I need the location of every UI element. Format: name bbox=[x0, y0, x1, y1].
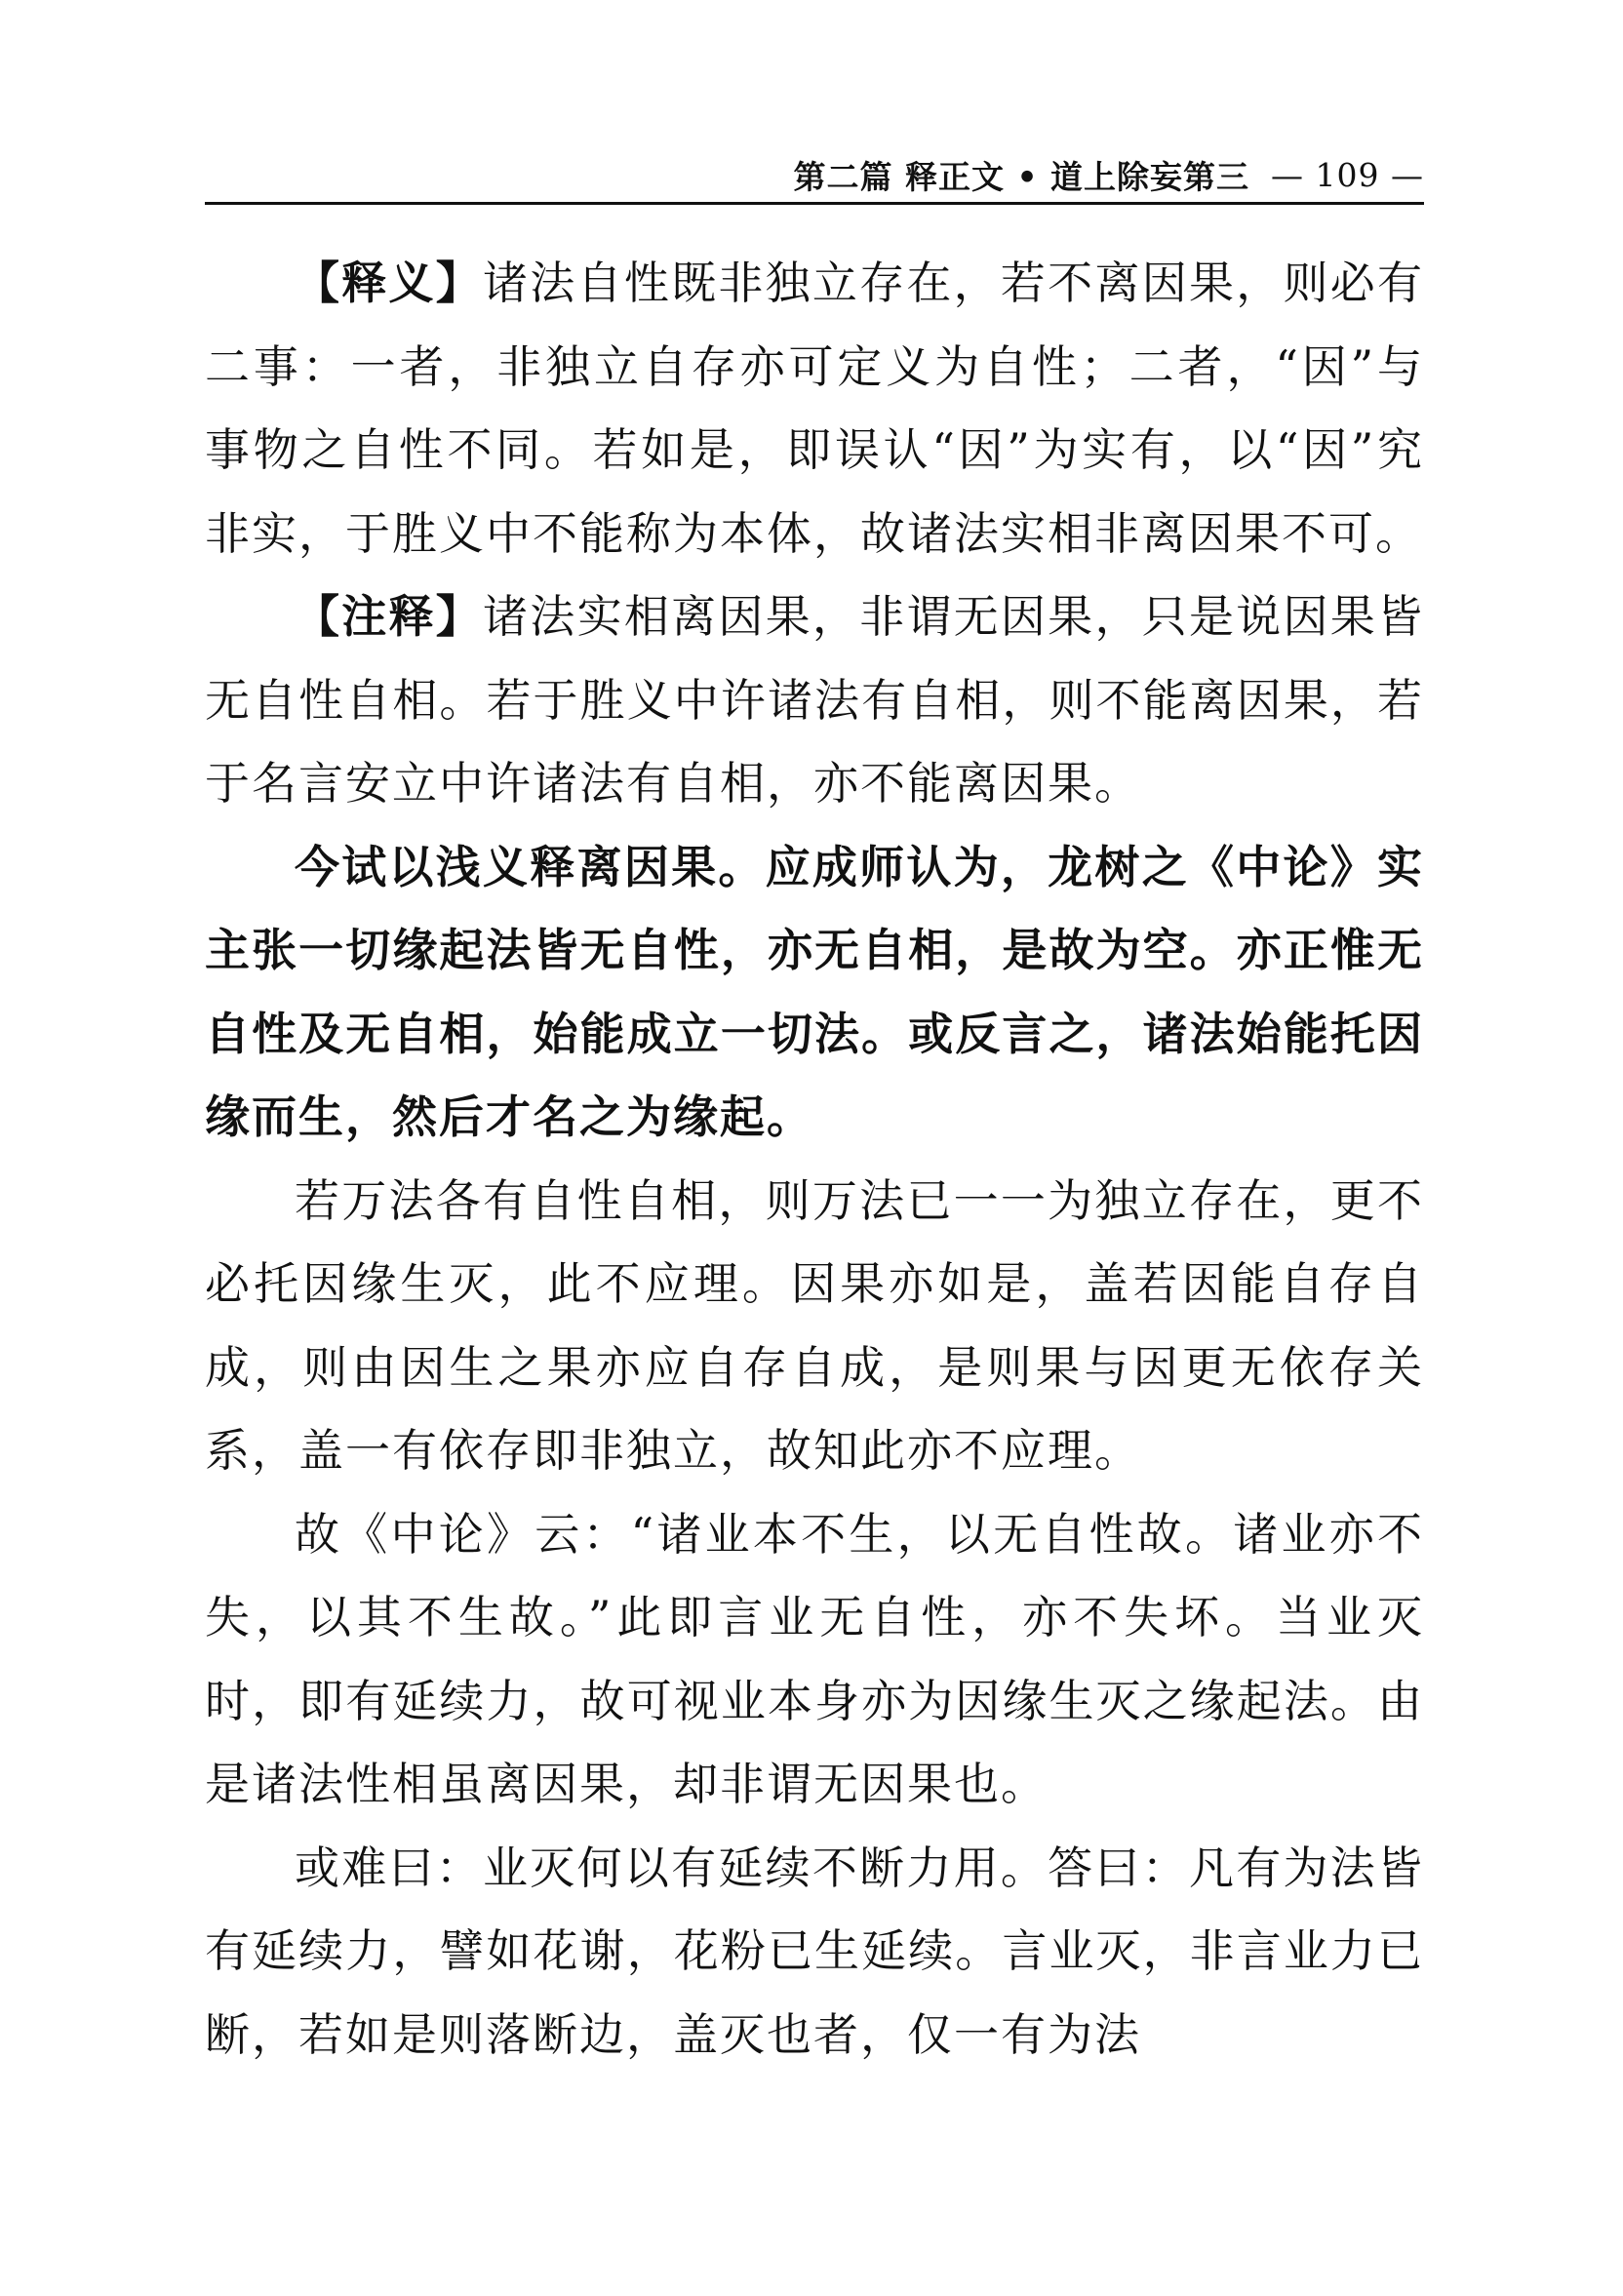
paragraph: 或难曰：业灭何以有延续不断力用。答曰：凡有为法皆有延续力，譬如花谢，花粉已生延续。言业灭，非言业力已断，若如是则落断边，盖灭也者，仅一有为法 bbox=[205, 1841, 1424, 2061]
paragraph-tag: 【注释】 bbox=[295, 590, 484, 643]
paragraph: 若万法各有自性自相，则万法已一一为独立存在，更不必托因缘生灭，此不应理。因果亦如是，盖若因能自存自成，则由因生之果亦应自存自成，是则果与因更无依存关系，盖一有依存即非独立，故知此亦不应理。 bbox=[205, 1173, 1424, 1477]
paragraph: 故《中论》云：“诸业本不生，以无自性故。诸业亦不失，以其不生故。”此即言业无自性，亦不失坏。当业灭时，即有延续力，故可视业本身亦为因缘生灭之缘起法。由是诸法性相虽离因果，却非谓无因果也。 bbox=[205, 1507, 1424, 1810]
page-number: — 109 — bbox=[1271, 155, 1424, 194]
paragraph-text: 诸法实相离因果，非谓无因果，只是说因果皆无自性自相。若于胜义中许诸法有自相，则不能离因果，若于名言安立中许诸法有自相，亦不能离因果。 bbox=[205, 590, 1425, 810]
paragraph: 今试以浅义释离因果。应成师认为，龙树之《中论》实主张一切缘起法皆无自性，亦无自相，是故为空。亦正惟无自性及无自相，始能成立一切法。或反言之，诸法始能托因缘而生，然后才名之为缘起。 bbox=[205, 840, 1424, 1143]
header-rule bbox=[205, 202, 1424, 205]
page-body bbox=[205, 242, 1424, 2077]
running-header bbox=[205, 146, 1424, 203]
paragraph-zhushi bbox=[205, 575, 1424, 826]
paragraph-text: 诸法自性既非独立存在，若不离因果，则必有二事：一者，非独立自存亦可定义为自性；二者，“因”与事物之自性不同。若如是，即误认“因”为实有，以“因”究非实，于胜义中不能称为本体，故诸法实相非离因果不可。 bbox=[205, 257, 1425, 560]
paragraph-tag: 【释义】 bbox=[295, 257, 484, 309]
paragraph-shiyi bbox=[205, 242, 1424, 575]
header-title: 第二篇 释正文 • 道上除妄第三 bbox=[793, 157, 1250, 196]
